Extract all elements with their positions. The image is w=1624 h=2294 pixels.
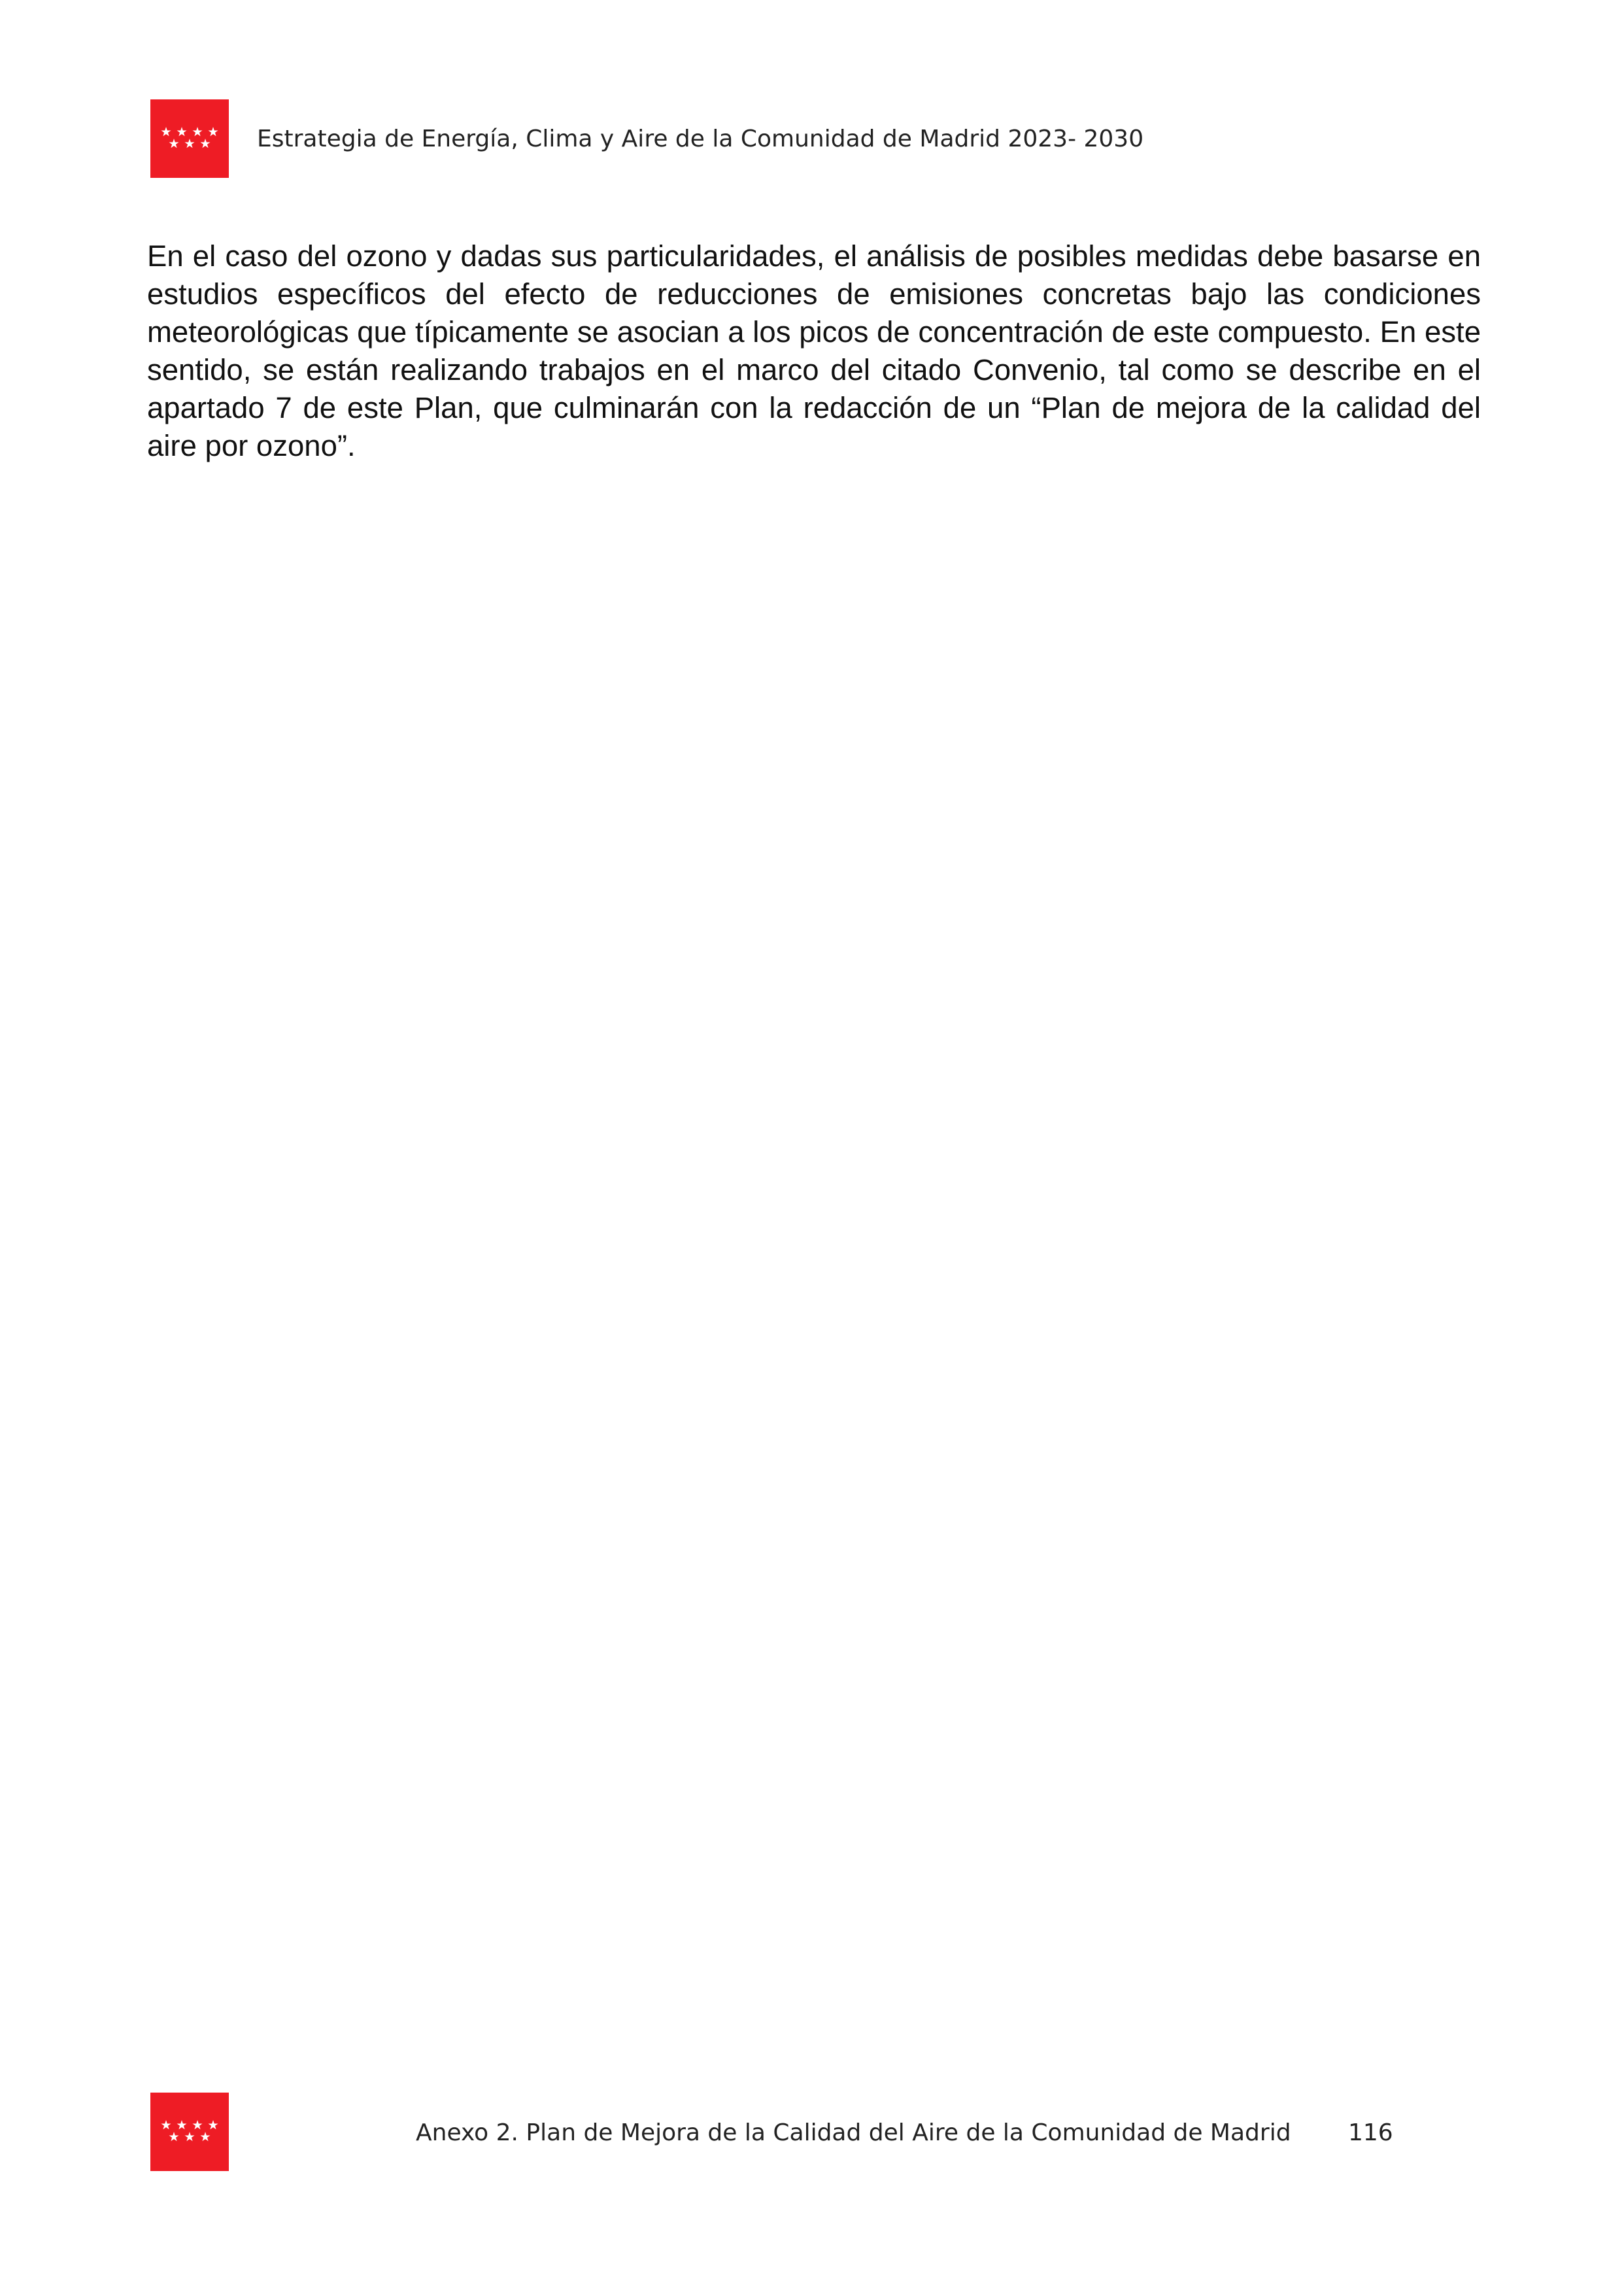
star-icon: [185, 139, 195, 148]
header-logo-icon: [150, 99, 229, 178]
stars-icon: [150, 99, 229, 178]
star-icon: [209, 127, 218, 136]
star-icon: [169, 2132, 179, 2141]
star-icon: [201, 2132, 211, 2141]
star-icon: [177, 127, 187, 136]
footer-logo-icon: [150, 2093, 229, 2171]
star-icon: [185, 2132, 195, 2141]
page-number: 116: [1348, 2119, 1393, 2146]
stars-icon: [150, 2093, 229, 2171]
star-icon: [161, 2120, 171, 2129]
star-icon: [161, 127, 171, 136]
body-paragraph: En el caso del ozono y dadas sus particularidades, el análisis de posibles medidas debe basarse en estudios específicos del efecto de reducciones de emisiones concretas bajo las condiciones meteorológicas que típicamente se asocian a los picos de concentración de este compuesto. En este sentido, se están realizando trabajos en el marco del citado Convenio, tal como se describe en el apartado 7 de este Plan, que culminarán con la redacción de un “Plan de mejora de la calidad del aire por ozono”.: [147, 239, 1481, 462]
star-icon: [177, 2120, 187, 2129]
header-title: Estrategia de Energía, Clima y Aire de la Comunidad de Madrid 2023- 2030: [257, 126, 1144, 152]
star-icon: [209, 2120, 218, 2129]
star-icon: [193, 2120, 203, 2129]
star-icon: [169, 139, 179, 148]
star-icon: [201, 139, 211, 148]
footer-title: Anexo 2. Plan de Mejora de la Calidad del Aire de la Comunidad de Madrid: [416, 2119, 1291, 2146]
star-icon: [193, 127, 203, 136]
